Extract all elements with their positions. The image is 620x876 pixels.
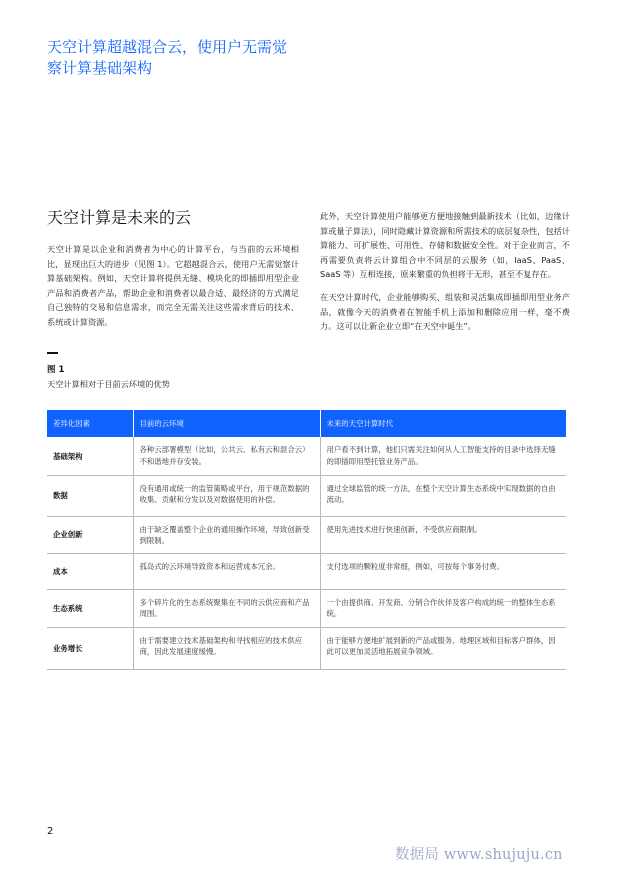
header-future-sky: 未来的天空计算时代	[320, 410, 566, 437]
row-future: 通过全球监管的统一方法，在整个天空计算生态系统中实现数据的自由流动。	[320, 475, 566, 516]
page-title: 天空计算超越混合云，使用户无需觉察计算基础架构	[47, 38, 288, 77]
table-row	[47, 627, 566, 669]
figure-rule	[47, 352, 58, 354]
row-future: 支付选项的颗粒度非常细，例如，可按每个事务付费。	[320, 553, 566, 589]
table-row	[47, 437, 566, 475]
row-current: 各种云部署模型（比如，公共云、私有云和混合云）不和谐地并存安装。	[133, 437, 320, 475]
intro-paragraph: 天空计算是以企业和消费者为中心的计算平台，与当前的云环境相比，显现出巨大的进步（见图 1）。它超越混合云，使用户无需觉察计算基础架构。例如，天空计算将提供无缝、模块化的即插即用型企业产品和消费者产品，帮助企业和消费者以最合适、最经济的方式满足自己独特的交易和信息需求，而完全无需关注这些需求背后的技术、系统或计算资源。	[47, 244, 299, 327]
row-current: 由于缺乏覆盖整个企业的通用操作环境，导致创新受到限制。	[133, 516, 320, 553]
comparison-table	[47, 410, 566, 670]
paragraph-sky-era: 在天空计算时代，企业能够购买、组装和灵活集成即插即用型业务产品，就像今天的消费者在智能手机上添加和删除应用一样，毫不费力。这可以让新企业立即“在天空中诞生”。	[320, 291, 570, 332]
table-row	[47, 589, 566, 627]
row-factor: 数据	[47, 475, 133, 516]
table-header-row	[47, 410, 566, 437]
row-factor: 成本	[47, 553, 133, 589]
table-row	[47, 516, 566, 553]
row-current: 多个碎片化的生态系统聚集在不同的云供应商和产品周围。	[133, 589, 320, 627]
figure-caption: 天空计算相对于目前云环境的优势	[47, 379, 170, 389]
watermark: 数据局 www.shujuju.cn	[395, 847, 563, 863]
row-factor: 基础架构	[47, 437, 133, 475]
row-current: 孤岛式的云环境导致资本和运营成本冗余。	[133, 553, 320, 589]
table-row	[47, 475, 566, 516]
paragraph-advantages: 此外，天空计算使用户能够更方便地接触到最新技术（比如，边缘计算或量子算法），同时隐藏计算资源和所需技术的底层复杂性，包括计算能力、可扩展性、可用性、存储和数据安全性。对于企业而言，不再需要负责将云计算组合中不同层的云服务（如，IaaS、PaaS、SaaS 等）互相连接，原来繁重的负担将于无形，甚至不复存在。	[320, 211, 570, 280]
header-current-cloud: 目前的云环境	[133, 410, 320, 437]
table-row	[47, 553, 566, 589]
row-factor: 业务增长	[47, 627, 133, 669]
row-future: 使用先进技术进行快速创新，不受供应商限制。	[320, 516, 566, 553]
row-factor: 企业创新	[47, 516, 133, 553]
row-current: 由于需要建立技术基础架构和寻找相应的技术供应商，因此发展速度缓慢。	[133, 627, 320, 669]
right-column	[320, 209, 570, 342]
row-current: 没有通用或统一的监管策略或平台，用于规范数据的收集、贡献和分发以及对数据使用的补偿。	[133, 475, 320, 516]
header-factor: 差异化因素	[47, 410, 133, 437]
row-future: 一个由提供商、开发商、分销合作伙伴及客户构成的统一的整体生态系统。	[320, 589, 566, 627]
figure-label: 图 1	[47, 365, 65, 375]
row-factor: 生态系统	[47, 589, 133, 627]
row-future: 由于能够方便地扩展到新的产品或服务、地理区域和目标客户群体，因此可以更加灵活地拓展竞争领域。	[320, 627, 566, 669]
page-number: 2	[47, 826, 54, 837]
row-future: 用户看不到计算，他们只需关注如何从人工智能支持的目录中选择无缝的即插即用型托管业务产品。	[320, 437, 566, 475]
section-heading: 天空计算是未来的云	[47, 208, 192, 227]
